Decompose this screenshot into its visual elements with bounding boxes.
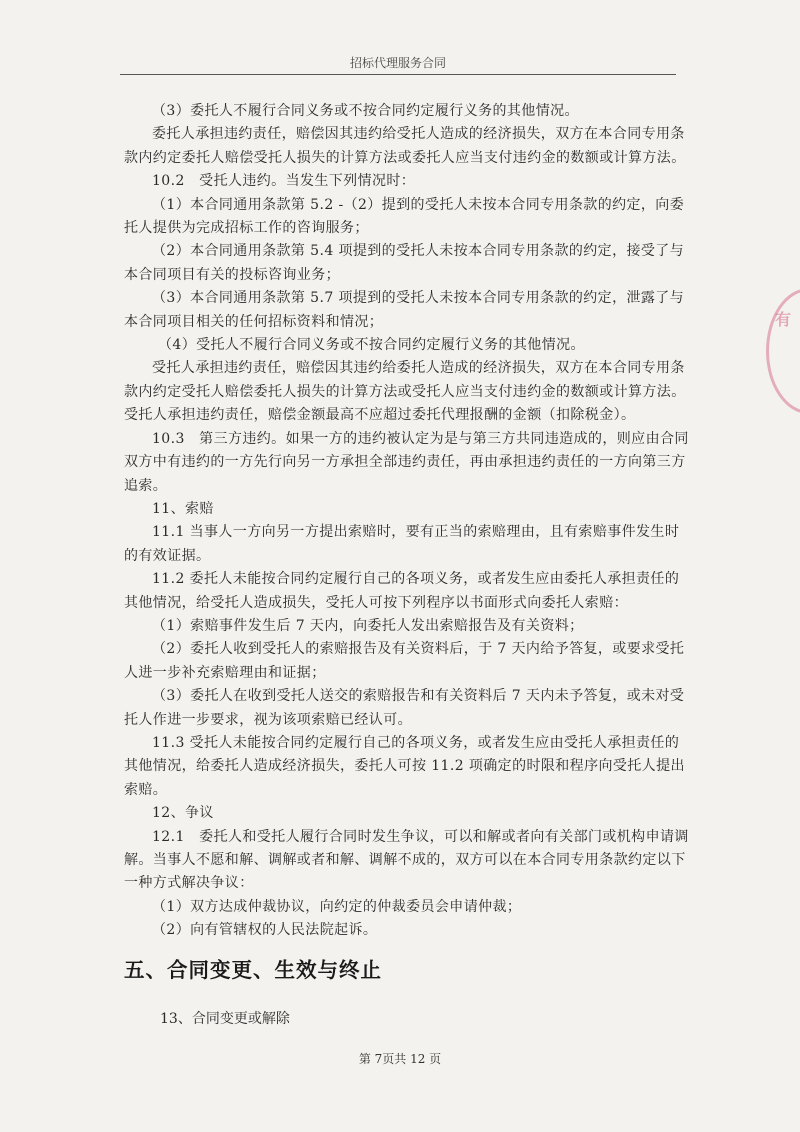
clause-10-3-third-party: 10.3 第三方违约。如果一方的违约被认定为是与第三方共同违造成的，则应由合同双方中有违约的一方先行向另一方承担全部违约责任，再由承担违约责任的一方向第三方追索。 (124, 430, 689, 494)
clause-11-2-item-3: （3）委托人在收到受托人送交的索赔报告和有关资料后 7 天内未予答复，或未对受托人作进一步要求，视为该项索赔已经认可。 (124, 688, 685, 728)
section-heading: 五、合同变更、生效与终止 (124, 958, 382, 982)
clause-11-2: 11.2 委托人未能按合同约定履行自己的各项义务，或者发生应由委托人承担责任的其他情况，给受托人造成损失，受托人可按下列程序以书面形式向委托人索赔： (124, 571, 680, 611)
clause-10-2-item-4: （4）受托人不履行合同义务或不按合同约定履行义务的其他情况。 (158, 337, 585, 354)
clause-10-2-liability: 受托人承担违约责任，赔偿因其违约给委托人造成的经济损失，双方在本合同专用条款内约定受托人赔偿委托人损失的计算方法或受托人应当支付违约金的数额或计算方法。受托人承担违约责任，赔偿金额最高不应超过委托代理报酬的金额（扣除税金）。 (124, 360, 686, 424)
clause-12-1: 12.1 委托人和受托人履行合同时发生争议，可以和解或者向有关部门或机构申请调解。当事人不愿和解、调解或者和解、调解不成的，双方可以在本合同专用条款约定以下一种方式解决争议： (124, 828, 689, 892)
clause-11-2-item-1: （1）索赔事件发生后 7 天内，向委托人发出索赔报告及有关资料； (152, 617, 584, 634)
clause-11-3: 11.3 受托人未能按合同约定履行自己的各项义务，或者发生应由受托人承担责任的其他情况，给委托人造成经济损失，委托人可按 11.2 项确定的时限和程序向受托人提出索赔。 (124, 734, 685, 798)
document-header-title: 招标代理服务合同 (349, 56, 446, 70)
article-12-heading: 12、争议 (152, 805, 214, 822)
header-divider (120, 74, 676, 75)
clause-10-1-item-3: （3）委托人不履行合同义务或不按合同约定履行义务的其他情况。 (152, 103, 579, 119)
clause-10-2-item-1: （1）本合同通用条款第 5.2 -（2）提到的受托人未按本合同专用条款的约定，向委托人提供为完成招标工作的咨询服务； (124, 196, 685, 237)
seal-text: 有 (775, 310, 792, 329)
clause-11-1: 11.1 当事人一方向另一方提出索赔时，要有正当的索赔理由，且有索赔事件发生时的有效证据。 (124, 524, 680, 564)
clause-11-2-item-2: （2）委托人收到受托人的索赔报告及有关资料后，于 7 天内给予答复，或要求受托人进一步补充索赔理由和证据； (124, 641, 685, 681)
page-number: 第 7页共 12 页 (358, 1052, 442, 1066)
clause-10-1-liability: 委托人承担违约责任，赔偿因其违约给受托人造成的经济损失，双方在本合同专用条款内约定委托人赔偿受托人损失的计算方法或委托人应当支付违约金的数额或计算方法。 (124, 126, 686, 166)
article-11-heading: 11、索赔 (152, 500, 214, 517)
clause-12-1-item-1: （1）双方达成仲裁协议，向约定的仲裁委员会申请仲裁； (152, 898, 522, 915)
document-body (124, 100, 692, 943)
clause-10-2-heading: 10.2 受托人违约。当发生下列情况时： (152, 173, 416, 190)
clause-12-1-item-2: （2）向有管辖权的人民法院起诉。 (152, 922, 378, 939)
red-seal-stamp (766, 288, 800, 414)
article-13-heading: 13、合同变更或解除 (160, 1011, 290, 1027)
clause-10-2-item-3: （3）本合同通用条款第 5.7 项提到的受托人未按本合同专用条款的约定，泄露了与本合同项目相关的任何招标资料和情况； (124, 290, 685, 330)
clause-10-2-item-2: （2）本合同通用条款第 5.4 项提到的受托人未按本合同专用条款的约定，接受了与本合同项目有关的投标咨询业务； (124, 243, 685, 283)
